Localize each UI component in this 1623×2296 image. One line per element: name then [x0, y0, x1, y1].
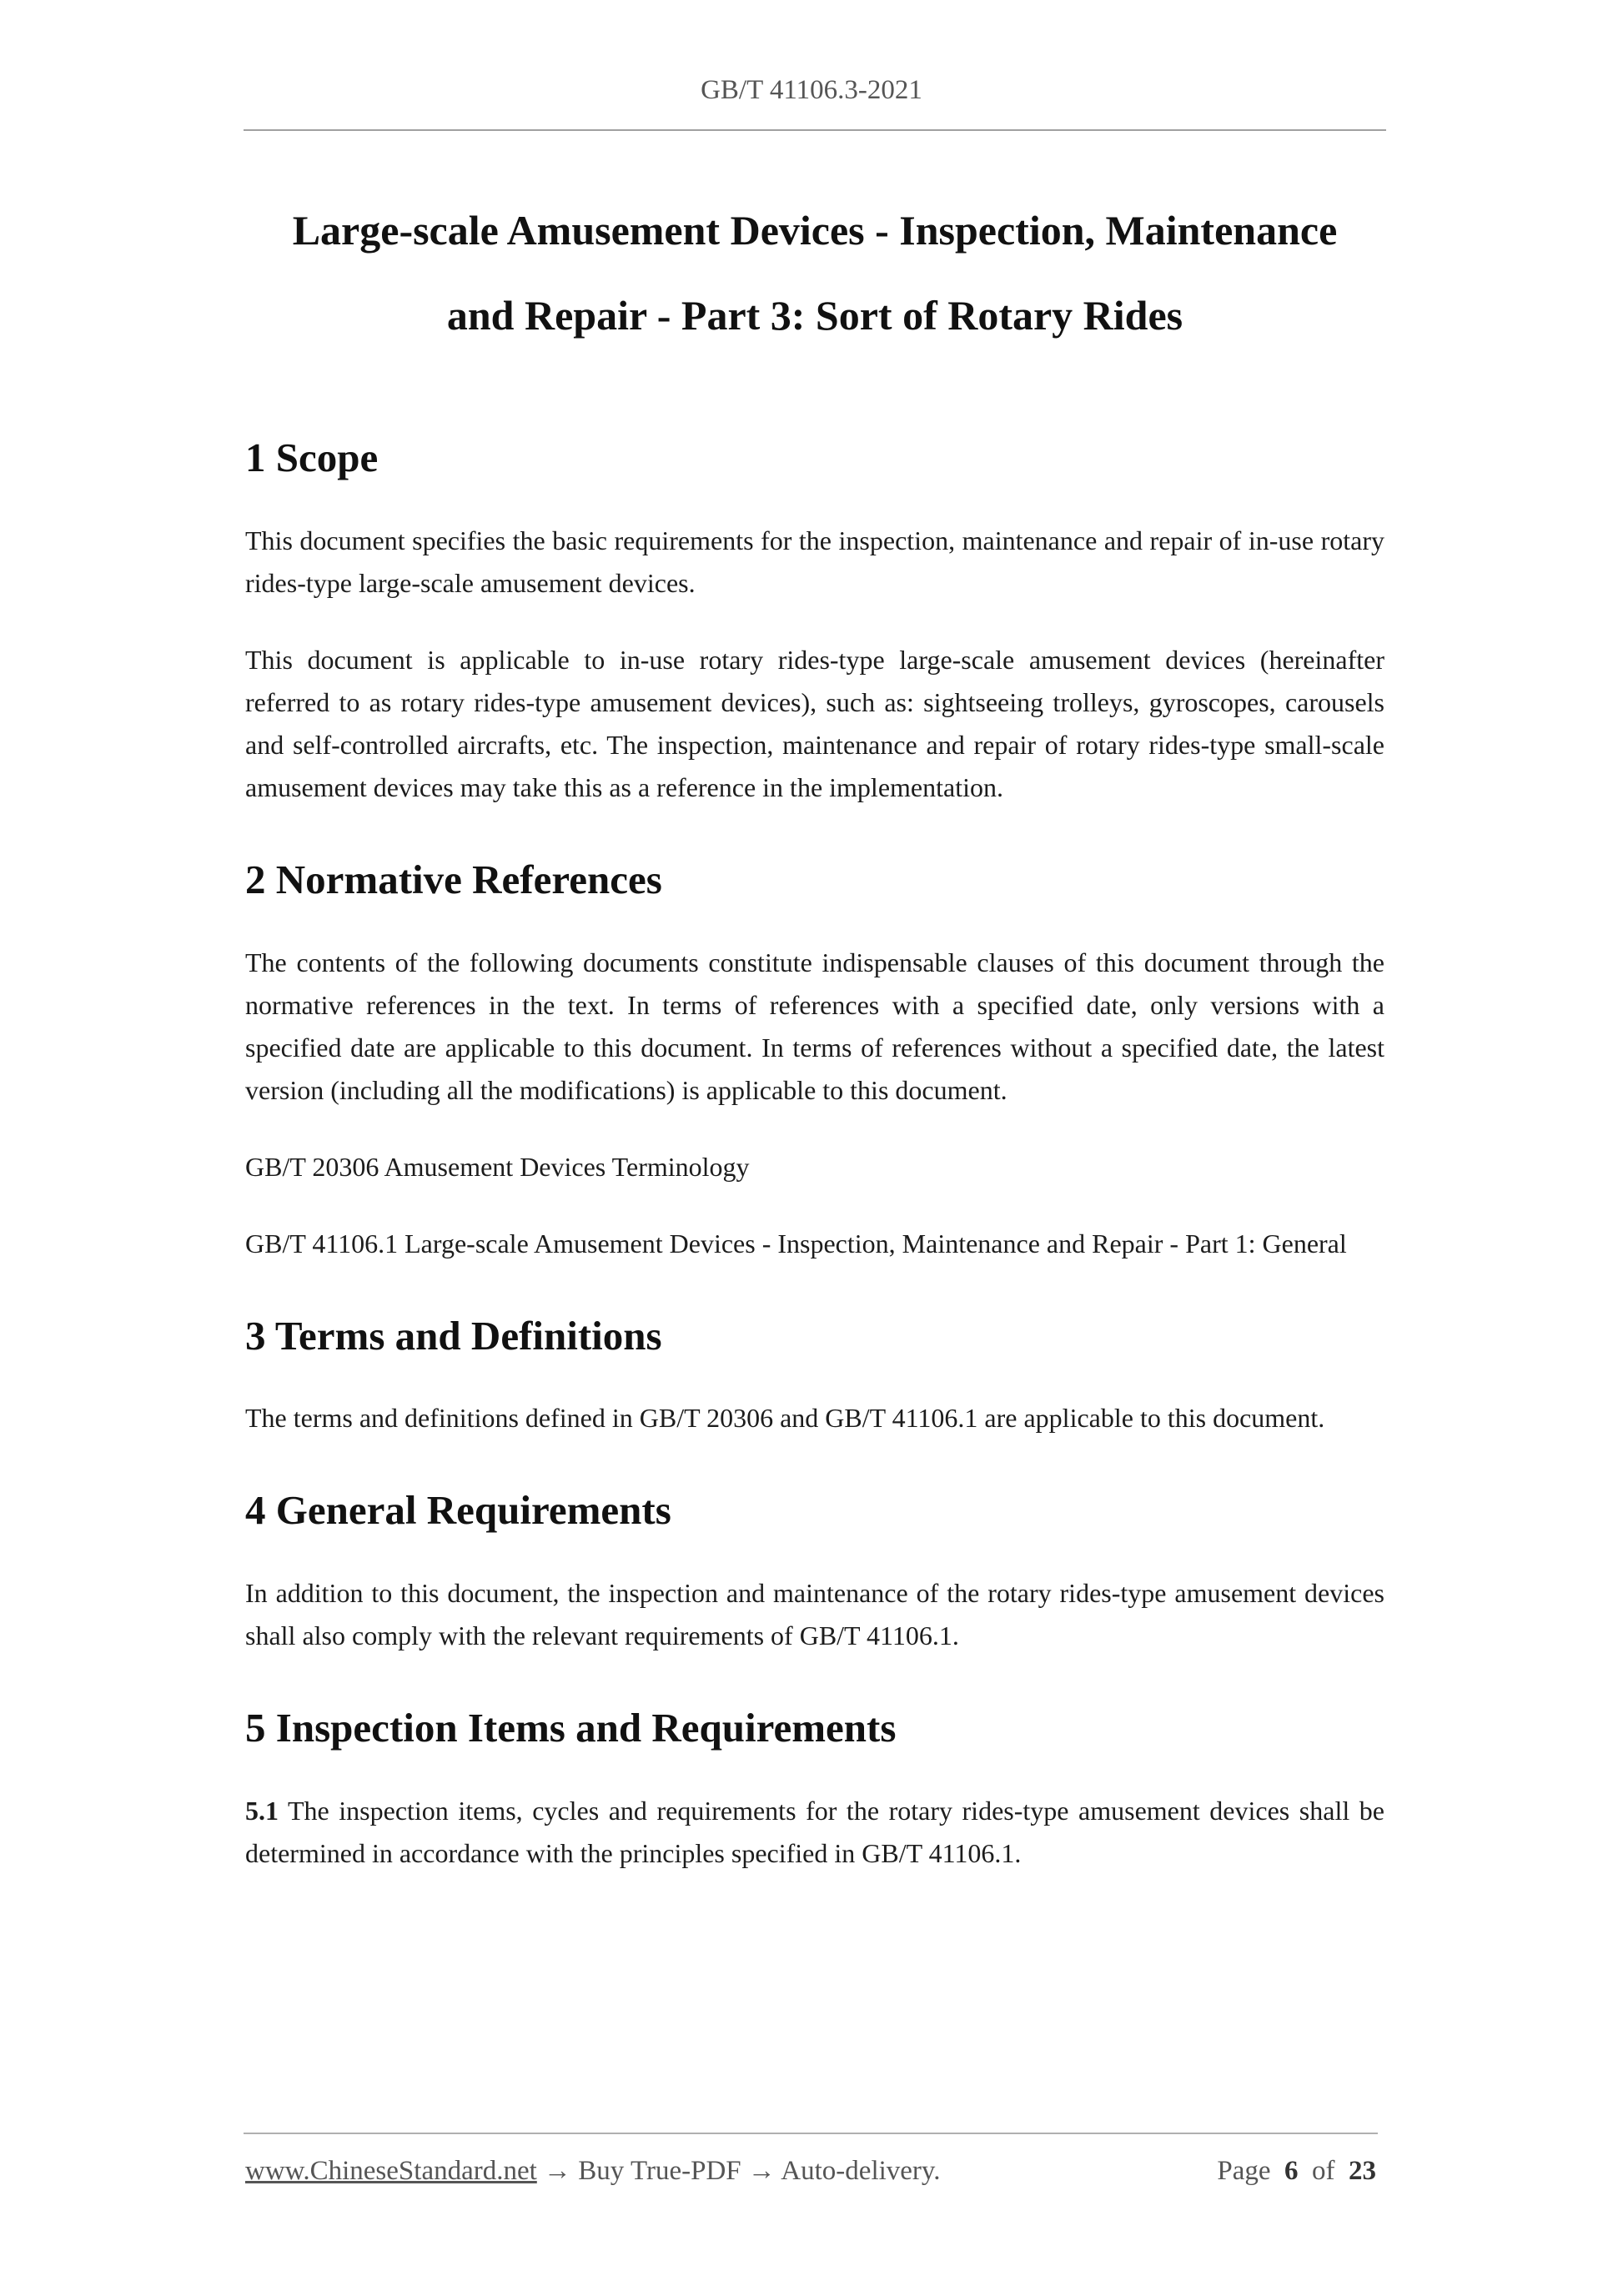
section-heading-normative-references: 2 Normative References: [245, 856, 662, 902]
footer-promo: [245, 2156, 941, 2187]
section-heading-inspection-items: 5 Inspection Items and Requirements: [245, 1705, 897, 1751]
header-divider: [244, 129, 1386, 131]
section-heading-terms-definitions: 3 Terms and Definitions: [245, 1312, 662, 1359]
page-label: Page: [1217, 2156, 1271, 2186]
total-pages: 23: [1349, 2156, 1376, 2186]
clause-number: 5.1: [245, 1795, 279, 1826]
document-title-line-2: and Repair - Part 3: Sort of Rotary Rides: [446, 292, 1183, 339]
terms-paragraph: The terms and definitions defined in GB/T 20306 and GB/T 41106.1 are applicable to this document.: [245, 1403, 1325, 1434]
general-requirements-paragraph: In addition to this document, the inspection and maintenance of the rotary rides-type amusement devices shall also comply with the relevant requirements of GB/T 41106.1.: [245, 1578, 1384, 1651]
scope-paragraph-2: This document is applicable to in-use rotary rides-type large-scale amusement devices (hereinafter referred to as rotary rides-type amusement devices), such as: sightseeing trolleys, gyroscopes, carousels and self-controlled aircrafts, etc. The inspection, maintenance and repair of rotary rides-type small-scale amusement devices may take this as a reference in the implementation.: [245, 644, 1384, 802]
normative-paragraph: The contents of the following documents constitute indispensable clauses of this document through the normative references in the text. In terms of references with a specified date, only versions with a specified date are applicable to this document. In terms of references without a specified date, the latest version (including all the modifications) is applicable to this document.: [245, 947, 1384, 1105]
document-body: [245, 434, 1384, 1875]
document-title-line-1: Large-scale Amusement Devices - Inspection, Maintenance: [292, 207, 1338, 254]
scope-paragraph-1: This document specifies the basic requirements for the inspection, maintenance and repair of in-use rotary rides-type large-scale amusement devices.: [245, 525, 1384, 598]
page-number: 6: [1284, 2156, 1299, 2186]
section-heading-scope: 1 Scope: [245, 435, 379, 480]
running-header: GB/T 41106.3-2021: [701, 75, 922, 105]
clause-5-1: [245, 1790, 1384, 1875]
footer-buy-text: Buy True-PDF: [571, 2156, 748, 2186]
footer-divider: [244, 2133, 1378, 2134]
site-link[interactable]: www.ChineseStandard.net: [245, 2156, 537, 2186]
arrow-right-icon: →: [747, 2156, 776, 2186]
reference-item: GB/T 41106.1 Large-scale Amusement Devices - Inspection, Maintenance and Repair - Part 1: General: [245, 1228, 1347, 1259]
document-title: [244, 188, 1386, 358]
section-heading-general-requirements: 4 General Requirements: [245, 1487, 671, 1534]
clause-text: The inspection items, cycles and requirements for the rotary rides-type amusement devices shall be determined in accordance with the principles specified in GB/T 41106.1.: [245, 1795, 1384, 1868]
arrow-right-icon: →: [544, 2156, 572, 2186]
of-label: of: [1312, 2156, 1335, 2186]
page-indicator: [1217, 2156, 1376, 2187]
footer-delivery-text: Auto-delivery.: [775, 2156, 941, 2186]
reference-item: GB/T 20306 Amusement Devices Terminology: [245, 1151, 750, 1182]
